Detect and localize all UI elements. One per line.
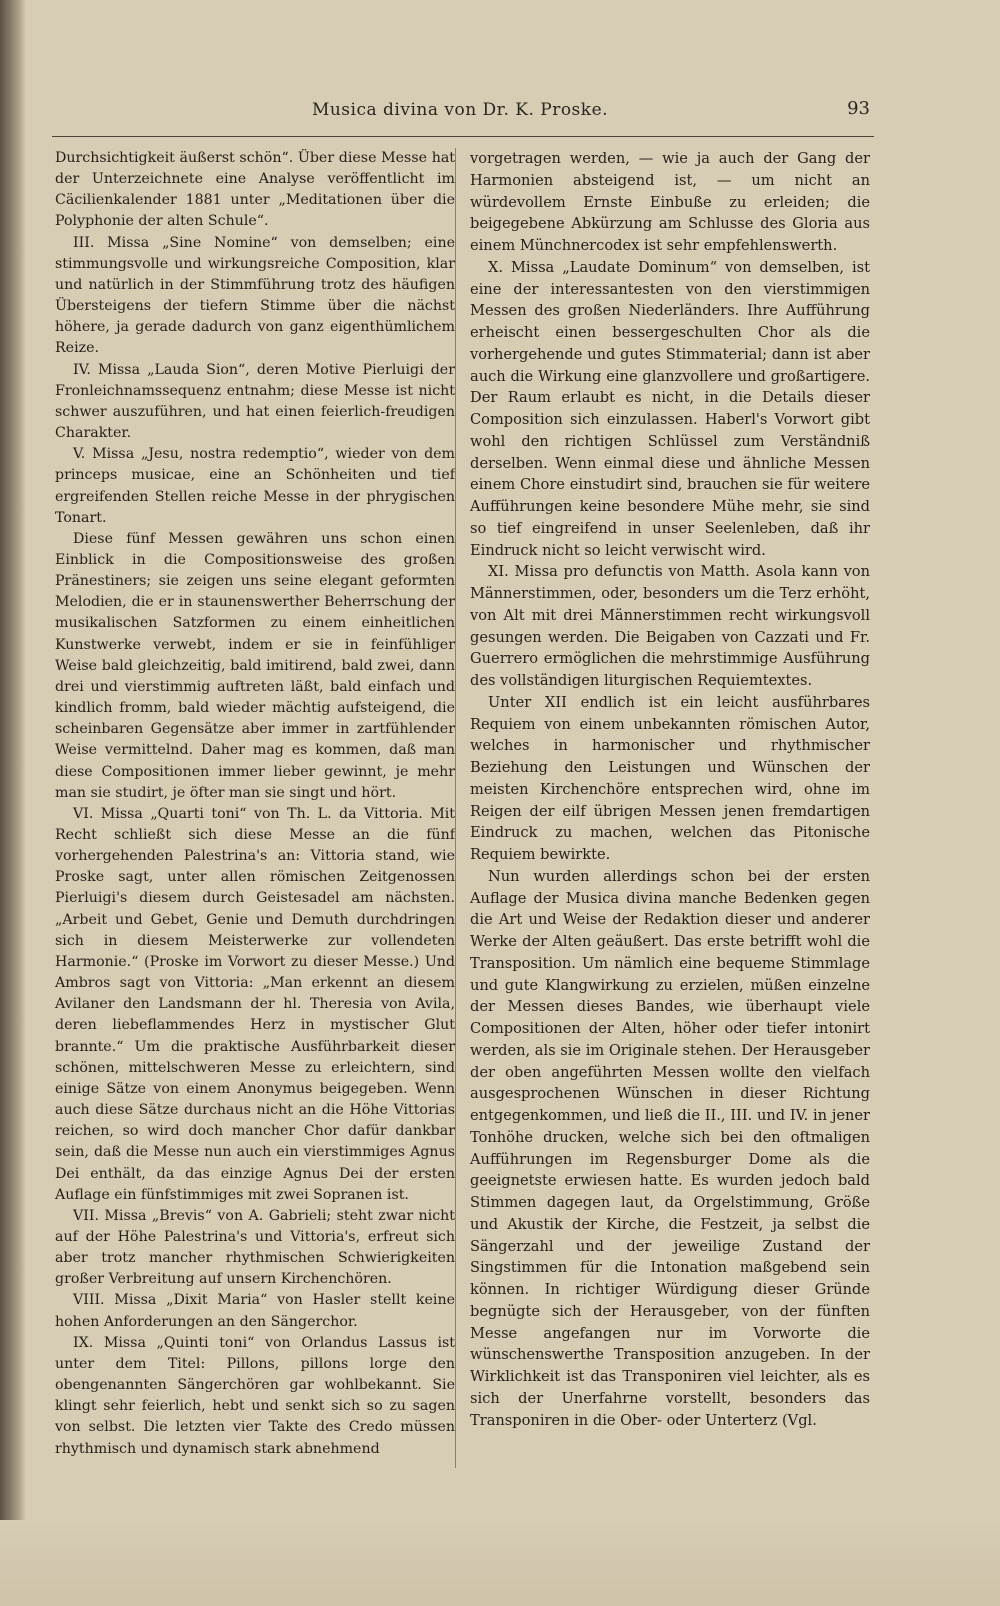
- page-number: 93: [847, 98, 870, 119]
- paragraph: VIII. Missa „Dixit Maria“ von Hasler stellt keine hohen Anforderungen an den Sängerchor.: [55, 1292, 455, 1330]
- paragraph: Unter XII endlich ist ein leicht ausführbares Requiem von einem unbekannten römischen Autor, welches in harmonischer und rhythmischer Beziehung den Leistungen und Wünschen der meisten Kirchenchöre entsprechen wird, ohne im Reigen der eilf übrigen Messen jenen fremdartigen Eindruck zu machen, welchen das Pitonische Requiem bewirkte.: [470, 693, 870, 863]
- paragraph: IX. Missa „Quinti toni“ von Orlandus Lassus ist unter dem Titel: Pillons, pillons lorge den obengenannten Sängerchören gar wohlbekannt. Sie klingt sehr feierlich, hebt und senkt sich so zu sagen von selbst. Die letzten vier Takte des Credo müssen rhythmisch und dynamisch stark abnehmend: [55, 1334, 455, 1457]
- column-divider: [455, 148, 456, 1468]
- paragraph: V. Missa „Jesu, nostra redemptio“, wieder von dem princeps musicae, eine an Schönheiten und tief ergreifenden Stellen reiche Messe in der phrygischen Tonart.: [55, 446, 455, 526]
- paragraph: vorgetragen werden, — wie ja auch der Gang der Harmonien absteigend ist, — um nicht an würdevollem Ernste Einbuße zu erleiden; die beigegebene Abkürzung am Schlusse des Gloria aus einem Münchnercodex ist sehr empfehlenswerth.: [470, 150, 870, 254]
- paragraph: IV. Missa „Lauda Sion“, deren Motive Pierluigi der Fronleichnamssequenz entnahm; diese Messe ist nicht schwer auszuführen, und hat einen feierlich-freudigen Charakter.: [55, 361, 455, 442]
- running-title: Musica divina von Dr. K. Proske.: [311, 100, 609, 120]
- paragraph: Durchsichtigkeit äußerst schön“. Über diese Messe hat der Unterzeichnete eine Analyse veröffentlicht im Cäcilienkalender 1881 unter „Meditationen über die Polyphonie der alten Schule“.: [55, 150, 455, 230]
- paragraph: X. Missa „Laudate Dominum“ von demselben, ist eine der interessantesten von den vierstimmigen Messen des großen Niederländers. Ihre Aufführung erheischt einen bessergeschulten Chor als die vorhergehende und gutes Stimmaterial; dann ist aber auch die Wirkung eine glanzvollere und großartigere. Der Raum erlaubt es nicht, in die Details dieser Composition sich einzulassen. Haberl's Vorwort gibt wohl den richtigen Schlüssel zum Verständniß derselben. Wenn einmal diese und ähnliche Messen einem Chore einstudirt sind, brauchen sie für weitere Aufführungen keine besondere Mühe mehr, sie sind so tief eingreifend in unser Seelenleben, daß ihr Eindruck nicht so leicht verwischt wird.: [470, 258, 870, 559]
- left-column: [55, 148, 455, 1460]
- paragraph: VII. Missa „Brevis“ von A. Gabrieli; steht zwar nicht auf der Höhe Palestrina's und Vittoria's, erfreut sich aber trotz mancher rhythmischen Schwierigkeiten großer Verbreitung auf unsern Kirchenchören.: [55, 1207, 455, 1288]
- paragraph: III. Missa „Sine Nomine“ von demselben; eine stimmungsvolle und wirkungsreiche Composition, klar und natürlich in der Stimmführung trotz des häufigen Übersteigens der tiefern Stimme über die nächst höhere, ja gerade dadurch von ganz eigenthümlichem Reize.: [55, 234, 455, 357]
- paragraph: Diese fünf Messen gewähren uns schon einen Einblick in die Compositionsweise des großen Pränestiners; sie zeigen uns seine elegant geformten Melodien, die er in staunenswerther Beherrschung der musikalischen Satzformen zu einem einheitlichen Kunstwerke verwebt, indem er sie in feinfühliger Weise bald gleichzeitig, bald imitirend, bald zwei, dann drei und vierstimmig auftreten läßt, bald einfach und kindlich fromm, bald wieder mächtig aufsteigend, die scheinbaren Gegensätze aber immer in zartfühlender Weise vermittelnd. Daher mag es kommen, daß man diese Compositionen immer lieber gewinnt, je mehr man sie studirt, je öfter man sie singt und hört.: [55, 530, 455, 801]
- paragraph: VI. Missa „Quarti toni“ von Th. L. da Vittoria. Mit Recht schließt sich diese Messe an die fünf vorhergehenden Palestrina's an: Vittoria stand, wie Proske sagt, unter allen römischen Zeitgenossen Pierluigi's diesem durch Geistesadel am nächsten. „Arbeit und Gebet, Genie und Demuth durchdringen sich in diesem Meisterwerke zur vollendeten Harmonie.“ (Proske im Vorwort zu dieser Messe.) Und Ambros sagt von Vittoria: „Man erkennt an diesem Avilaner den Landsmann der hl. Theresia von Avila, deren liebeflammendes Herz in mystischer Glut brannte.“ Um die praktische Ausführbarkeit dieser schönen, mittelschweren Messe zu erleichtern, sind einige Sätze von einem Anonymus beigegeben. Wenn auch diese Sätze durchaus nicht an die Höhe Vittorias reichen, so wird doch mancher Chor dafür dankbar sein, daß die Messe nun auch ein vierstimmiges Agnus Dei enthält, da das einzige Agnus Dei der ersten Auflage ein fünfstimmiges mit zwei Sopranen ist.: [55, 805, 455, 1203]
- paragraph: Nun wurden allerdings schon bei der ersten Auflage der Musica divina manche Bedenken gegen die Art und Weise der Redaktion dieser und anderer Werke der Alten geäußert. Das erste betrifft wohl die Transposition. Um nämlich eine bequeme Stimmlage und gute Klangwirkung zu erzielen, müßen einzelne der Messen dieses Bandes, wie überhaupt viele Compositionen der Alten, höher oder tiefer intonirt werden, als sie im Originale stehen. Der Herausgeber der oben angeführten Messen wollte den vielfach ausgesprochenen Wünschen in dieser Richtung entgegenkommen, und ließ die II., III. und IV. in jener Tonhöhe drucken, welche sich bei den oftmaligen Aufführungen im Regensburger Dome als die geeignetste erwiesen hatte. Es wurden jedoch bald Stimmen dagegen laut, da Orgelstimmung, Größe und Akustik der Kirche, die Festzeit, ja selbst die Sängerzahl und der jeweilige Zustand der Singstimmen für die Intonation maßgebend sein können. In richtiger Würdigung dieser Gründe begnügte sich der Herausgeber, von der fünften Messe angefangen nur im Vorworte die wünschenswerthe Transposition anzugeben. In der Wirklichkeit ist das Transponiren viel leichter, als es sich der Unerfahrne vorstellt, besonders das Transponiren in die Ober- oder Unterterz (Vgl.: [470, 867, 871, 1429]
- paragraph: XI. Missa pro defunctis von Matth. Asola kann von Männerstimmen, oder, besonders um die Terz erhöht, von Alt mit drei Männerstimmen recht wirkungsvoll gesungen werden. Die Beigaben von Cazzati und Fr. Guerrero ermöglichen die mehrstimmige Ausführung des vollständigen liturgischen Requiemtextes.: [470, 563, 870, 689]
- book-binding-shadow: [0, 0, 26, 1606]
- right-column: [470, 148, 870, 1431]
- header-rule: [52, 136, 874, 137]
- bottom-margin: [0, 1520, 1000, 1606]
